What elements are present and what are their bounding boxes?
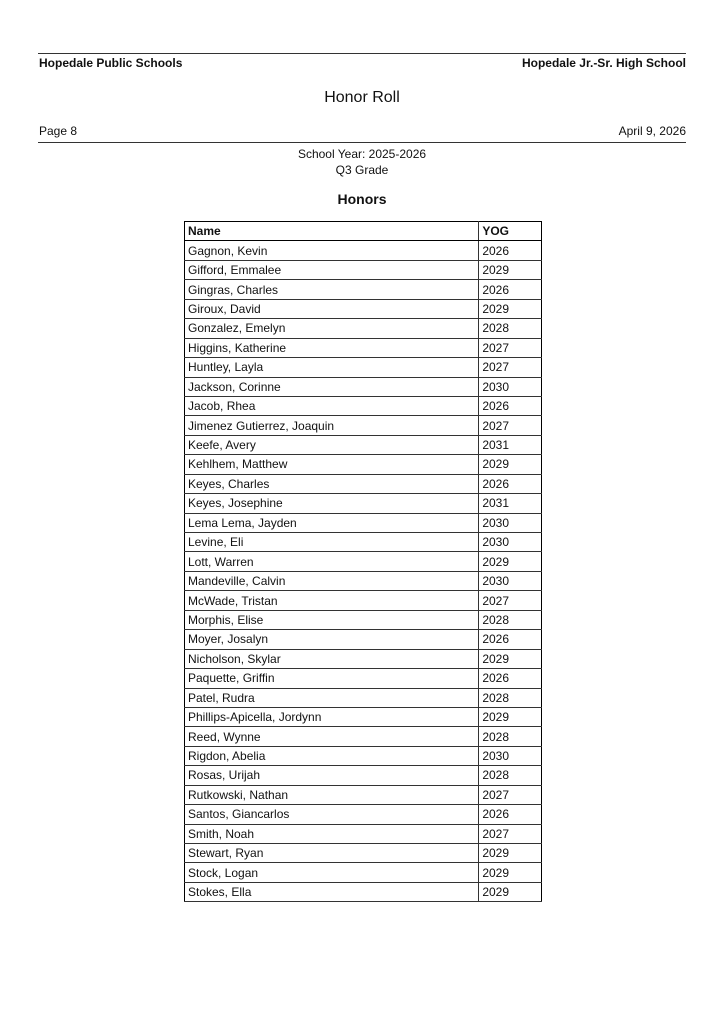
student-name: Morphis, Elise [185,610,479,629]
table-row [185,785,542,804]
student-name: Giroux, David [185,299,479,318]
year-of-graduation: 2026 [479,805,542,824]
student-name: Keyes, Josephine [185,494,479,513]
table-row [185,358,542,377]
student-name: Mandeville, Calvin [185,571,479,590]
student-name: Jackson, Corinne [185,377,479,396]
header-bottom-divider [38,142,686,143]
year-of-graduation: 2028 [479,610,542,629]
year-of-graduation: 2027 [479,358,542,377]
district-name: Hopedale Public Schools [39,56,183,70]
year-of-graduation: 2029 [479,455,542,474]
honor-roll-table [184,221,542,902]
year-of-graduation: 2027 [479,591,542,610]
table-row [185,396,542,415]
student-name: Gagnon, Kevin [185,241,479,260]
year-of-graduation: 2029 [479,707,542,726]
student-name: McWade, Tristan [185,591,479,610]
student-name: Jimenez Gutierrez, Joaquin [185,416,479,435]
table-row [185,241,542,260]
student-name: Keyes, Charles [185,474,479,493]
table-row [185,260,542,279]
year-of-graduation: 2026 [479,396,542,415]
table-body [185,241,542,902]
table-row [185,863,542,882]
student-name: Keefe, Avery [185,435,479,454]
year-of-graduation: 2027 [479,785,542,804]
student-name: Rosas, Urijah [185,766,479,785]
table-row [185,416,542,435]
table-row [185,805,542,824]
student-name: Gonzalez, Emelyn [185,319,479,338]
year-of-graduation: 2027 [479,824,542,843]
student-name: Nicholson, Skylar [185,649,479,668]
year-of-graduation: 2028 [479,688,542,707]
table-row [185,746,542,765]
student-name: Moyer, Josalyn [185,630,479,649]
table-row [185,571,542,590]
table-row [185,494,542,513]
year-of-graduation: 2028 [479,727,542,746]
table-row [185,649,542,668]
table-row [185,377,542,396]
year-of-graduation: 2026 [479,241,542,260]
student-name: Rigdon, Abelia [185,746,479,765]
table-row [185,591,542,610]
student-name: Gingras, Charles [185,280,479,299]
year-of-graduation: 2029 [479,260,542,279]
table-header-row [185,222,542,241]
year-of-graduation: 2029 [479,844,542,863]
student-name: Smith, Noah [185,824,479,843]
section-title: Honors [337,191,387,207]
student-name: Stewart, Ryan [185,844,479,863]
year-of-graduation: 2030 [479,571,542,590]
student-name: Lema Lema, Jayden [185,513,479,532]
table-row [185,299,542,318]
student-name: Huntley, Layla [185,358,479,377]
year-of-graduation: 2030 [479,746,542,765]
year-of-graduation: 2028 [479,319,542,338]
year-of-graduation: 2029 [479,299,542,318]
student-name: Kehlhem, Matthew [185,455,479,474]
student-name: Rutkowski, Nathan [185,785,479,804]
student-name: Jacob, Rhea [185,396,479,415]
column-header-name: Name [185,222,479,241]
student-name: Santos, Giancarlos [185,805,479,824]
table-row [185,882,542,901]
table-row [185,533,542,552]
table-row [185,280,542,299]
year-of-graduation: 2029 [479,649,542,668]
table-row [185,824,542,843]
table-row [185,688,542,707]
year-of-graduation: 2031 [479,494,542,513]
school-name: Hopedale Jr.-Sr. High School [521,56,686,70]
year-of-graduation: 2030 [479,533,542,552]
student-name: Stokes, Ella [185,882,479,901]
year-of-graduation: 2026 [479,669,542,688]
year-of-graduation: 2027 [479,416,542,435]
table-row [185,727,542,746]
table-row [185,669,542,688]
table-row [185,630,542,649]
table-row [185,474,542,493]
table-row [185,552,542,571]
year-of-graduation: 2026 [479,280,542,299]
header-top-divider [38,53,686,54]
report-date: April 9, 2026 [618,124,686,138]
school-year: School Year: 2025-2026 [297,147,427,161]
table-row [185,766,542,785]
table-row [185,455,542,474]
page-number: Page 8 [39,124,78,138]
student-name: Paquette, Griffin [185,669,479,688]
table-row [185,610,542,629]
column-header-yog: YOG [479,222,542,241]
student-name: Phillips-Apicella, Jordynn [185,707,479,726]
year-of-graduation: 2026 [479,630,542,649]
student-name: Lott, Warren [185,552,479,571]
year-of-graduation: 2031 [479,435,542,454]
year-of-graduation: 2028 [479,766,542,785]
page-title: Honor Roll [324,89,400,106]
student-name: Patel, Rudra [185,688,479,707]
table-row [185,338,542,357]
student-name: Reed, Wynne [185,727,479,746]
table-row [185,513,542,532]
year-of-graduation: 2030 [479,513,542,532]
year-of-graduation: 2029 [479,882,542,901]
table-row [185,319,542,338]
student-name: Higgins, Katherine [185,338,479,357]
year-of-graduation: 2029 [479,552,542,571]
year-of-graduation: 2030 [479,377,542,396]
student-name: Gifford, Emmalee [185,260,479,279]
year-of-graduation: 2029 [479,863,542,882]
student-name: Stock, Logan [185,863,479,882]
year-of-graduation: 2027 [479,338,542,357]
grade-period: Q3 Grade [335,163,389,177]
table-row [185,844,542,863]
table-row [185,435,542,454]
table-row [185,707,542,726]
year-of-graduation: 2026 [479,474,542,493]
student-name: Levine, Eli [185,533,479,552]
